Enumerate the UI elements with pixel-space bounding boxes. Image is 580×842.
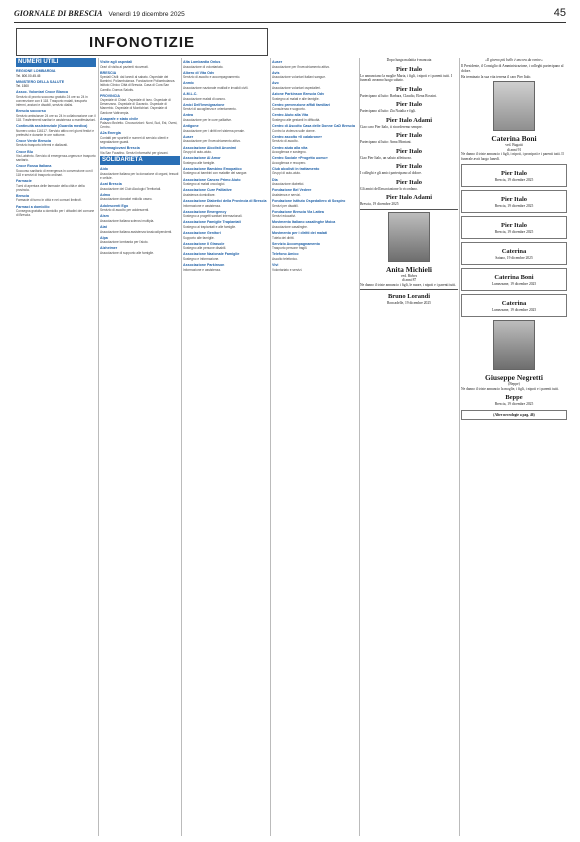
obituary-text: Gli amici dell'associazione lo ricordano. — [360, 186, 418, 191]
feature1-text: Ne danno il triste annuncio i figli, i nipoti, i pronipoti e i parenti tutti. Il funerale avrà luogo lunedì. — [461, 152, 564, 161]
listing-title: Associazione Bambino Emopatico — [183, 166, 242, 171]
feature-subname: ved. Birbes — [400, 273, 418, 278]
listing-text: Associazione per l'invecchiamento attivo. — [272, 64, 331, 69]
listing-title: Alta Lombardia Onlus — [183, 60, 221, 64]
listing-text: Associazione per i diritti nel sistema penale. — [183, 128, 245, 133]
listing-text: Associazione italiana per la donazione di organi, tessuti e cellule. — [100, 171, 179, 181]
page-number: 45 — [553, 7, 566, 19]
listing-title: Albero di Vita Odv — [183, 70, 215, 75]
listing-text: Associazione dei Club Alcologici Territoriali. — [100, 186, 162, 191]
listing-title: Telefono Amico — [272, 252, 299, 257]
listing-text: Associazione lombarda per l'aiuto. — [100, 240, 149, 245]
col3-sections — [183, 60, 268, 272]
col1-sections — [16, 90, 96, 217]
listing-title: Associazione Cure Palliative — [183, 188, 232, 193]
listing-text: Volontariato e servizi. — [272, 267, 303, 272]
region-phone: Tel. 800.00.45.45 — [16, 73, 41, 78]
listing-title: Movimento per i diritti dei malati — [272, 231, 328, 235]
listing-text: Supporto alle famiglie. — [183, 235, 215, 240]
obituary-name: Pier Italo — [395, 101, 423, 108]
column-divider — [459, 58, 460, 836]
obituary-name: Pier Italo Adami — [385, 116, 433, 124]
obituary-text: Saiano, 19 dicembre 2025 — [495, 256, 533, 260]
obituary-name: Caterina — [501, 248, 527, 255]
listing-title: Aiat — [100, 224, 107, 229]
obituary-name: Pier Italo — [395, 163, 423, 170]
obituary-text: Partecipano al lutto: Anna Montani. — [360, 140, 412, 144]
listing-text: Turni di apertura delle farmacie della città e della provincia. — [16, 183, 85, 192]
column-obituaries-a — [360, 58, 458, 836]
listing-text: Assistenza domiciliare. — [183, 192, 216, 197]
listing-title: Associazione Cancro Primo Aiuto — [183, 177, 241, 182]
listing-title: Auser — [272, 60, 283, 64]
obituary-name: Caterina Boni — [494, 274, 534, 281]
listing-title: Anagrafe e stato civile — [100, 116, 139, 121]
listing-text: Consulenza e supporto. — [272, 107, 306, 112]
obituary-box — [461, 216, 567, 239]
obituary-name: Pier Italo — [395, 65, 423, 73]
listing-text: Associazione di volontariato. — [183, 64, 224, 69]
listing-text: Sostegno ai trapiantati e alle famiglie. — [183, 224, 236, 229]
column-associations-b — [272, 58, 358, 836]
last-obit-place: Brescia, 19 dicembre 2025 — [494, 402, 534, 406]
listing-text: Spedali Civili: dal lunedì al sabato. Ospedale dei Bambini. Poliambulanza. Fondazione Poliambulanza. Istituto Clinico Città di Brescia. Casa di Cura San Camillo. Domus Salutis. — [100, 75, 176, 92]
listing-text: Informazione e assistenza. — [183, 203, 221, 208]
listing-title: Avo — [272, 81, 279, 86]
listing-title: Alzheimer — [100, 246, 118, 251]
listing-title: Azione Parkinson Brescia Odv — [272, 92, 325, 97]
listing-text: Servizi per disabili. — [272, 203, 299, 208]
listing-text: Soccorso sanitario di emergenza in convenzione con il 118 e servizi di trasporto ordinari. — [16, 168, 93, 177]
obituary-box — [461, 294, 567, 317]
listing-title: Brescia — [16, 193, 29, 198]
listing-title: Aido — [100, 167, 108, 172]
obit-a-intro: Il Presidente, il Consiglio di Amministrazione, i colleghi partecipano al dolore. — [461, 64, 564, 73]
listing-text: Associazione per le cure palliative. — [183, 118, 232, 123]
listing-title: Dia — [272, 177, 278, 182]
listing-title: Auser — [183, 134, 194, 139]
listing-title: Avis — [272, 70, 280, 75]
listing-text: Sostegno a progetti sanitari internazionali. — [183, 214, 243, 219]
column-divider — [270, 58, 271, 836]
obituary-box — [461, 164, 567, 187]
listing-text: Servizio trasporto infermi e dializzati. — [16, 143, 68, 148]
listing-title: Continuità assistenziale (Guardia medica) — [16, 124, 88, 129]
last-obit-name: Bruno Lorandi — [387, 293, 431, 300]
listing-text: Servizi educativi. — [272, 214, 296, 219]
column-obituaries-b — [461, 58, 567, 836]
portrait-photo — [493, 81, 535, 131]
listing-text: Orari di visita ai pazienti ricoverati. — [100, 64, 149, 69]
feature2-text: Ne danno il triste annuncio la moglie, i figli, i nipoti e i parenti tutti. — [461, 386, 559, 391]
region-label: REGIONE LOMBARDIA — [16, 69, 56, 73]
divider — [360, 209, 458, 210]
col2-sections — [100, 60, 180, 155]
listing-text: Sostegno alle gestanti in difficoltà. — [272, 118, 321, 123]
listing-title: Croce Blu — [16, 149, 33, 154]
last-obit-place: Roncadelle, 19 dicembre 2025 — [387, 301, 431, 305]
obituary-box — [461, 242, 567, 265]
col2-solidarity — [100, 167, 180, 255]
listing-text: Gruppi di auto-aiuto. — [272, 171, 301, 176]
listing-text: Servizio di pronto soccorso gratuito 24 ore su 24 in convenzione con il 118. Trasporto malati, trasporto infermi, anziani e disabili, servizio dialisi. — [16, 94, 88, 108]
listing-text: Ospedale di Chiari. Ospedale di Iseo. Ospedale di Desenzano. Ospedale di Gavardo. Ospedale di Manerbio. Ospedale di Montichiari. Ospedale di Gardone Valtrompia. — [100, 98, 171, 115]
obituary-name: Pier Italo Adami — [385, 194, 433, 201]
listing-title: Acat Brescia — [100, 182, 122, 187]
listing-title: Centro Sociale «Progetto uomo» — [272, 156, 328, 161]
listing-title: Assoc. Volontari Croce Bianca — [16, 90, 69, 95]
listing-text: Associazione italiana sclerosi multipla. — [100, 218, 155, 223]
listing-title: Associazione Genitori — [183, 231, 221, 235]
useful-numbers-header: NUMERI UTILI — [16, 58, 96, 67]
listing-title: Movimento Italiano casalinghe Moica — [272, 220, 336, 225]
portrait-photo — [493, 320, 535, 370]
listing-title: Centro di Ascolto Casa delle Donne CaD Brescia — [272, 124, 355, 129]
listing-text: Associazione donatori midollo osseo. — [100, 197, 153, 202]
listing-text: Assistenza e servizi. — [272, 192, 301, 197]
obituary-name: Pier Italo — [395, 147, 423, 155]
listing-text: Ascolto telefonico. — [272, 256, 298, 261]
listing-title: BRESCIA — [100, 70, 117, 75]
listing-text: Associazione diabetici. — [272, 182, 305, 187]
listing-title: Associazione Nazionale Famiglie — [183, 252, 240, 257]
continue-note: (Altre necrologie a pag. 46) — [461, 410, 567, 421]
listing-title: Associazione Diabetici della Provincia di Brescia — [183, 198, 267, 203]
obituary-text: I colleghi e gli amici partecipano al dolore. — [360, 171, 422, 175]
obituary-name: Pier Italo — [395, 178, 423, 186]
col6-boxes — [461, 164, 567, 317]
feature1-age: di anni 91 — [506, 147, 522, 152]
listing-text: Farmacie di turno in città e nei comuni limitrofi. — [16, 198, 82, 203]
listing-text: Trasporto persone fragili. — [272, 246, 308, 251]
listing-title: Farmaci a domicilio — [16, 204, 50, 209]
listing-title: Anmic — [183, 81, 194, 86]
masthead — [14, 4, 566, 23]
listing-text: Associazione nazionale mutilati e invalidi civili. — [183, 85, 249, 90]
listing-text: Accoglienza e recupero. — [272, 160, 307, 165]
listing-text: Sostegno ai bambini con malattie del sangue. — [183, 171, 248, 176]
listing-title: Associazione Il Girasole — [183, 241, 225, 246]
divider — [360, 289, 458, 290]
listing-title: Fondazione Istituto Ospedaliero di Sospiro — [272, 198, 346, 203]
listing-title: PROVINCIA — [100, 93, 120, 98]
listing-title: Fondazione Brescia Via Lattea — [272, 209, 324, 214]
col5-obits — [360, 66, 458, 207]
listing-text: Gruppi di auto-aiuto. — [183, 150, 212, 155]
obit-intro: Dopo lunga malattia è mancata — [386, 58, 432, 62]
listing-text: Associazione malati di cancro. — [183, 96, 226, 101]
listing-title: Centro aiuto alla vita — [272, 145, 308, 150]
listing-title: Brescia soccorso — [16, 109, 46, 114]
listing-text: Servizio ambulanze 24 ore su 24 in collaborazione con il 118. Trasferimenti sanitari e assistenza a manifestazioni. — [16, 113, 96, 122]
section-title: INFONOTIZIE — [16, 28, 268, 56]
listing-text: Sostegno alle famiglie. — [183, 160, 216, 165]
listing-title: A2a Energia — [100, 131, 121, 136]
listing-title: Informagiovani Brescia — [100, 146, 140, 151]
obituary-text: Lo annunciano la moglie Maria, i figli, i nipoti e i parenti tutti. I funerali avranno luogo sabato. — [360, 73, 453, 82]
listing-text: Via San Faustino. Servizi informativi per giovani. — [100, 150, 169, 155]
last-obit-name: Beppe — [505, 394, 523, 401]
listing-title: Centro prevenzione affidi familiari — [272, 102, 330, 107]
obituary-text: Brescia, 19 dicembre 2025 — [494, 204, 534, 208]
listing-title: Aism — [100, 214, 109, 219]
obit-a-text: Ha terminato la sua vita terrena il caro Pier Italo. — [461, 74, 532, 79]
listing-title: Associazione Famiglie Trapiantati — [183, 220, 241, 225]
listing-text: Accoglienza e sostegno. — [272, 150, 307, 155]
listing-text: Via Labirinto. Servizio di emergenza-urgenza e trasporto sanitario. — [16, 154, 96, 163]
solidarity-header: SOLIDARIETÀ — [100, 156, 180, 165]
listing-title: Antea — [183, 113, 193, 118]
listing-text: Contatti per sportelli e numeri di servizio clienti e segnalazione guasti. — [100, 136, 169, 145]
column-divider — [98, 58, 99, 836]
masthead-left — [14, 9, 185, 18]
listing-title: Centro Aiuto alla Vita — [272, 113, 309, 118]
listing-text: Contro la violenza sulle donne. — [272, 128, 316, 133]
obituary-name: Pier Italo — [500, 196, 528, 203]
listing-title: Adolescenti Ego — [100, 203, 129, 208]
obituary-name: Caterina — [501, 300, 527, 307]
obituary-text: Brescia, 19 dicembre 2025 — [360, 202, 399, 206]
obituary-name: Pier Italo — [500, 222, 528, 229]
issue-date: Venerdì 19 dicembre 2025 — [108, 10, 185, 18]
listing-text: Consegna gratuita a domicilio per i cittadini del comune di Brescia. — [16, 209, 95, 218]
listing-title: Servizio Accompagnamento — [272, 241, 320, 246]
listing-text: Sostegno alle persone disabili. — [183, 246, 227, 251]
listing-text: Associazione di supporto alle famiglie. — [100, 250, 155, 255]
listing-text: Associazione volontari ospedalieri. — [272, 85, 321, 90]
feature1-name: Caterina Boni — [491, 134, 537, 143]
listing-title: Centro ascolto «Il calabrone» — [272, 134, 323, 139]
column-hospital-visits — [100, 58, 180, 836]
listing-title: Fondazione Bel Vedere — [272, 188, 312, 193]
listing-title: Visite agli ospedali — [100, 60, 133, 64]
listing-title: Vivi — [272, 263, 279, 268]
obituary-box — [461, 190, 567, 213]
feature2-subname: (Beppe) — [508, 382, 520, 386]
ministry-phone: Tel. 1500 — [16, 84, 29, 89]
listing-text: Servizio di ascolto e accompagnamento. — [183, 75, 241, 80]
listing-title: Alpa — [100, 235, 108, 240]
listing-text: Sostegno ai malati oncologici. — [183, 182, 226, 187]
portrait-photo — [388, 212, 430, 262]
column-associations-a — [183, 58, 268, 836]
listing-text: Sostegno ai malati e alle famiglie. — [272, 96, 320, 101]
obituary-name: Pier Italo — [395, 85, 423, 93]
listing-title: A.M.L.C. — [183, 92, 198, 97]
feature-name: Anita Michieli — [385, 264, 433, 274]
listing-title: Amici Dell'Immigrazione — [183, 102, 225, 107]
listing-text: Palazzo Broletto. Circoscrizioni: Nord, Sud, Est, Ovest, Centro. — [100, 121, 178, 130]
obituary-text: Brescia, 19 dicembre 2025 — [494, 178, 534, 182]
listing-text: Associazione volontari italiani sangue. — [272, 75, 326, 80]
listing-text: Servizio di ascolto per adolescenti. — [100, 208, 150, 213]
listing-text: Servizi di accoglienza e orientamento. — [183, 107, 237, 112]
listing-title: Associazione Parkinson — [183, 263, 225, 268]
obituary-text: Lumezzane, 19 dicembre 2025 — [491, 308, 537, 312]
listing-text: Associazione casalinghe. — [272, 224, 308, 229]
listing-text: Associazione italiana assistenza tossicodipendenti. — [100, 229, 173, 234]
column-divider — [181, 58, 182, 836]
obituary-text: Lumezzane, 19 dicembre 2025 — [491, 282, 537, 286]
listing-title: Farmacie — [16, 179, 32, 184]
obituary-box — [461, 268, 567, 291]
obituary-name: Pier Italo — [500, 170, 528, 177]
listing-title: Associazione Alcolisti Anonimi — [183, 145, 237, 150]
ministry-label: MINISTERO DELLA SALUTE — [16, 79, 65, 84]
quote: «Il giorno più bello è ancora da venire» — [485, 58, 543, 62]
publication-name: GIORNALE DI BRESCIA — [14, 8, 103, 18]
col4-sections — [272, 60, 358, 272]
column-useful-numbers — [16, 58, 96, 836]
listing-title: Croce Verde Brescia — [16, 138, 51, 143]
feature1-subname: ved. Bugatti — [505, 143, 523, 147]
listing-text: Sostegno e informazione. — [183, 256, 220, 261]
obituary-text: Partecipano al lutto: Zia Natalia e figli. — [360, 109, 417, 113]
obituary-text: Brescia, 19 dicembre 2025 — [494, 230, 534, 234]
listing-title: Club alcolisti in trattamento — [272, 166, 320, 171]
obituary-text: Ciao caro Pier Italo, ti ricorderemo sempre. — [360, 124, 423, 129]
listing-text: Informazione e assistenza. — [183, 267, 221, 272]
listing-text: Numero unico 116117. Servizio attivo nei giorni festivi e prefestivi e durante le ore notturne. — [16, 128, 95, 137]
listing-title: Croce Rossa Italiana — [16, 164, 52, 169]
obituary-name: Pier Italo — [395, 132, 423, 139]
obituary-text: Partecipano al lutto: Barbara, Claudio, Elena Rossini. — [360, 93, 437, 98]
listing-text: Servizio di ascolto. — [272, 139, 299, 144]
feature2-name: Giuseppe Negretti — [485, 373, 543, 382]
feature-age: di anni 87 — [401, 278, 417, 282]
listing-title: Antigone — [183, 124, 199, 129]
listing-title: Associazione Emergency — [183, 209, 227, 214]
listing-text: Tutela dei diritti. — [272, 235, 295, 240]
listing-text: Associazione per l'invecchiamento attivo. — [183, 139, 242, 144]
listing-title: Admo — [100, 192, 111, 197]
obituary-text: Ciao Pier Italo, un saluto affettuoso. — [360, 155, 412, 160]
feature-text: Ne danno il triste annuncio i figli, le nuore, i nipoti e i parenti tutti. — [360, 282, 457, 287]
listing-title: Associazione Al Amor — [183, 156, 221, 161]
